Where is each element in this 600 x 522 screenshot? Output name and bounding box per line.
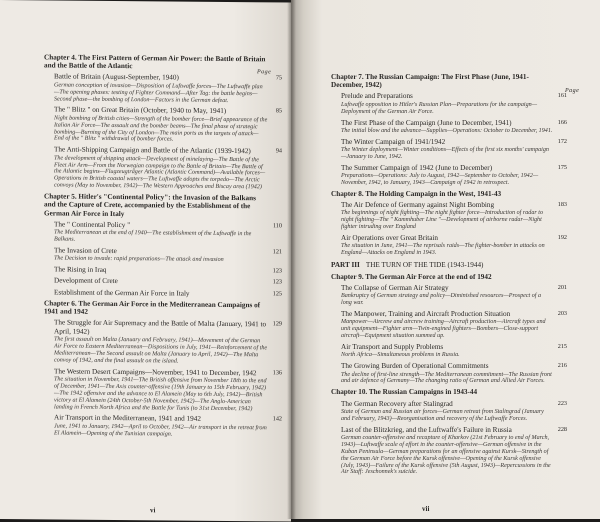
section-title: Air Transport and Supply Problems: [341, 343, 444, 351]
chapter-heading: Chapter 7. The Russian Campaign: The First Phase (June, 1941-December, 1942): [331, 73, 529, 90]
section-title: Prelude and Preparations: [341, 92, 413, 101]
page-ref: 142: [272, 415, 282, 423]
section-summary: The beginnings of night fighting—The night fighter force—Introduction of radar to night fighting—The " Kammhuber Line "—Development of airborne radar—Night fighter intruding over England: [341, 210, 543, 231]
section-summary: The decline of first-line strength—The Mediterranean commitment—The Russian front and air defence of Germany—The changing ratio of German and Allied Air Forces.: [341, 371, 552, 385]
page-ref: 75: [275, 74, 282, 82]
section-title: The German Recovery after Stalingrad: [341, 399, 453, 408]
chapter-heading: Chapter 10. The Russian Campaigns in 1943-44: [331, 388, 478, 397]
chapter-heading: Chapter 5. Hitler's "Continental Policy": the Invasion of the Balkans and the Capture of Crete, accompanied by the Establishment of the German Air Force in Italy: [44, 192, 256, 218]
part-heading: [331, 261, 567, 269]
page-ref: 175: [557, 163, 567, 171]
section-title: The Summer Campaign of 1942 (June to December): [341, 163, 493, 172]
section-summary: June, 1941 to January, 1942—April to October, 1942—Air transport in the retreat from El Alamein—Opening of the Tunisian campaign.: [54, 423, 267, 438]
section-entry: [331, 284, 567, 292]
section-summary: State of German and Russian air forces—German retreat from Stalingrad (January and February, 1943)—Reorganisation and recovery of the Luftwaffe Forces.: [341, 408, 544, 422]
section-entry: [331, 234, 567, 242]
chapter-heading: Chapter 4. The First Pattern of German Air Power: the Battle of Britain and the Battle of the Atlantic: [44, 53, 266, 71]
section-title: The Anti-Shipping Campaign and Battle of the Atlantic (1939-1942): [54, 145, 251, 156]
section-title: The Struggle for Air Supremacy and the Battle of Malta (January, 1941 to April, 1942): [54, 318, 267, 336]
section-summary: Night bombing of British cities—Strength of the bomber force—Brief appearance of the Italian Air Force—The assault and the bomber beams—The final phase of strategic bombing—Burning of the City of London—The main ports as the targets of attack—End of the " Blitz " withdrawal of bomber forces.: [54, 115, 268, 143]
section-summary: The Decision to invade: rapid preparations—The attack and invasion: [54, 255, 224, 264]
section-entry: [331, 201, 567, 209]
page-ref: 136: [272, 368, 282, 377]
section-title: Last of the Blitzkrieg, and the Luftwaffe's Failure in Russia: [341, 425, 512, 434]
section-entry: [331, 138, 567, 146]
section-summary: North Africa—Simultaneous problems in Russia.: [341, 352, 460, 359]
section-entry: [331, 310, 567, 318]
page-ref: 192: [557, 234, 567, 242]
section-summary: German conception of invasion—Disposition of Luftwaffe forces—The Luftwaffe plan—The opening phases: testing of Fighter Command—After Tag: the battle begins—Second phase—the bombing of London—Factors in the German defeat.: [54, 82, 263, 104]
page-ref: 203: [557, 309, 567, 317]
page-ref: 94: [275, 147, 282, 155]
section-summary: The situation in November, 1941—The British offensive from November 18th to the end of December, 1941—The Axis counter-offensive (19th January to 15th February, 1942)—The 1942 offensive and the advance to El Alamein (May to 6th July, 1942)—British victory at El Alamein (24th October-5th November, 1942)—The Anglo-American landing in French North Africa and the Battle for Tunis (to 31st December, 1942): [54, 376, 267, 412]
section-title: Air Transport in the Mediterranean, 1941 and 1942: [54, 413, 201, 424]
section-summary: The Winter deployment—Winter conditions—Effects of the first six months' campaign—January to June, 1942.: [341, 147, 549, 160]
page-column-heading: Page: [565, 88, 580, 94]
chapter-heading: Chapter 6. The German Air Force in the Mediterranean Campaigns of 1941 and 1942: [44, 299, 261, 316]
section-title: Air Operations over Great Britain: [341, 234, 438, 243]
page-number: vi: [150, 506, 156, 515]
page-ref: 183: [557, 201, 567, 209]
contents-column-left: [44, 50, 282, 439]
page-ref: 166: [557, 118, 567, 126]
page-number: vii: [422, 505, 430, 513]
section-title: Establishment of the German Air Force in Italy: [54, 288, 190, 298]
section-entry: [44, 319, 282, 338]
section-title: The Manpower, Training and Aircraft Production Situation: [341, 309, 511, 318]
page-ref: 201: [557, 283, 567, 291]
section-title: The First Phase of the Campaign (June to December, 1941): [341, 118, 512, 127]
page-ref: 121: [272, 248, 282, 256]
section-entry: [331, 119, 567, 127]
left-page: [0, 0, 291, 522]
section-entry: [44, 265, 282, 275]
page-ref: 161: [557, 92, 567, 100]
section-entry: [331, 426, 567, 434]
page-ref: 216: [557, 362, 567, 370]
section-entry: [331, 400, 567, 408]
right-page: [291, 0, 600, 519]
section-entry: [331, 362, 567, 370]
page-ref: 85: [275, 107, 282, 115]
section-summary: The development of shipping attack—Development of minelaying—The Battle of the Fleet Air Arm—From the Norwegian campaign to the Battle of Britain—The Battle of the Atlantic begins—Flugzeugträger Atlantic (Atlantic Command)—Available forces—Operations in British coastal waters—The Luftwaffe adopts the torpedo—The Arctic convoys (May to November, 1942)—The Western Approaches and Biscay area (1942): [54, 155, 266, 191]
section-title: Battle of Britain (August-September, 1940): [54, 72, 179, 82]
part-title: THE TURN OF THE TIDE (1943-1944): [365, 261, 484, 270]
section-title: The Western Desert Campaigns—November, 1941 to December, 1942: [54, 367, 257, 377]
section-summary: Preparations—Operations: July to August, 1942—September to October, 1942—November, 1942, to January, 1943—Campaign of 1942 in retrospect.: [341, 173, 539, 187]
page-ref: 129: [272, 320, 282, 328]
section-title: The Rising in Iraq: [54, 265, 107, 275]
section-summary: Luftwaffe opposition to Hitler's Russian Plan—Preparations for the campaign—Deployment of the German Air Force.: [341, 101, 538, 115]
section-summary: The Mediterranean at the end of 1940—The establishment of the Luftwaffe in the Balkans.: [54, 229, 252, 243]
page-ref: 123: [272, 278, 282, 286]
section-summary: Bankruptcy of German strategy and policy—Diminished resources—Prospect of a long war.: [341, 293, 542, 307]
section-title: The " Blitz " on Great Britain (October, 1940 to May, 1941): [54, 105, 227, 116]
section-entry: [331, 164, 567, 172]
section-summary: The situation in June, 1941—The reprisals raids—The fighter-bomber in attacks on England—Attacks on England in 1943.: [341, 243, 545, 257]
section-summary: Manpower—Aircrew and aircrew training—Aircraft production—Aircraft types and unit equipment—Fighter arm—Twin-engined fighters—Bombers—Close-support aircraft—Equipment situation summed up.: [341, 319, 546, 340]
section-title: The Air Defence of Germany against Night Bombing: [341, 201, 495, 210]
section-title: The Invasion of Crete: [54, 246, 117, 255]
section-entry: [331, 92, 567, 100]
section-title: The " Continental Policy ": [54, 220, 131, 229]
part-label: PART III: [331, 261, 360, 270]
section-title: The Winter Campaign of 1941/1942: [341, 137, 446, 146]
chapter-heading: Chapter 8. The Holding Campaign in the West, 1941-43: [331, 189, 502, 198]
section-summary: The first assault on Malta (January and February, 1941)—Movement of the German Air Force to Eastern Mediterranean—Dispositions in July, 1941—Reinforcement of the Mediterranean—The Second assault on Malta (January to April, 1942)—The Malta convoy of 1942, and the final assault on the island.: [54, 336, 268, 365]
section-title: Development of Crete: [54, 276, 118, 286]
section-entry: [44, 277, 282, 287]
page-ref: 215: [557, 343, 567, 350]
page-ref: 123: [272, 267, 282, 275]
page-ref: 228: [557, 425, 567, 433]
contents-column-right: [331, 70, 567, 476]
section-entry: [44, 288, 282, 298]
page-ref: 172: [557, 137, 567, 145]
page-ref: 223: [557, 399, 567, 407]
page-ref: 125: [272, 290, 282, 298]
chapter-heading: Chapter 9. The German Air Force at the end of 1942: [331, 272, 492, 281]
section-title: The Collapse of German Air Strategy: [341, 283, 449, 292]
page-column-heading: Page: [257, 69, 272, 76]
section-summary: German counter-offensive and recapture of Kharkov (21st February to end of March, 1943)—Luftwaffe scale of effort in the counter-offensive—German offensive in the Kuban Peninsula—German preparations for an offensive against Kursk—Strength of the German Air Force before the Kursk offensive—Opening of the Kursk offensive (July, 1943)—Failure of the Kursk offensive (5th August, 1943)—Repercussions in the Air Staff: Jeschonnek's suicide.: [341, 434, 551, 476]
page-ref: 110: [272, 222, 282, 230]
section-summary: The initial blow and the advance—Supplies—Operations: October to December, 1941.: [341, 127, 553, 134]
section-entry: [331, 343, 567, 351]
section-title: The Growing Burden of Operational Commitments: [341, 362, 489, 371]
